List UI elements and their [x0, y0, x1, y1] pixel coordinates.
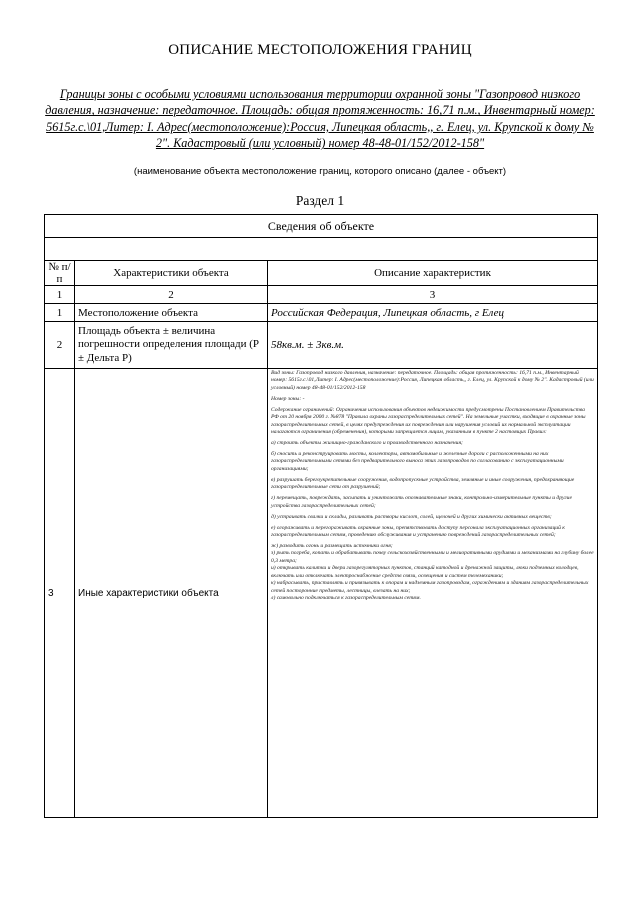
row-number: 3 [45, 369, 75, 818]
column-number-row [45, 286, 598, 304]
table-row [45, 369, 598, 818]
row-description: Российская Федерация, Липецкая область, г Елец [268, 304, 598, 322]
restriction-item: в) разрушать берегоукрепительные сооружения, водопропускные устройства, земляные и иные сооружения, предохраняющие газораспределительные сети от разрушений; [271, 476, 575, 491]
zone-type-text: Вид зоны: Газопровод низкого давления, назначение: передаточное. Площадь: общая протяженность: 16,71 п.м., Инвентарный номер: 5615г.с.\01,Литер: I. Адрес(местоположение):Россия, Липецкая область,, г. Елец, ул. Крупской к дому № 2". Кадастровый (или условный) номер 48-48-01/152/2012-158 [271, 370, 594, 391]
object-info-table [44, 214, 598, 818]
header-description: Описание характеристик [268, 261, 598, 286]
restriction-item: е) огораживать и перегораживать охранные зоны, препятствовать доступу персонала эксплуатационных организаций к газораспределительным сетям, проведению обслуживания и устранению повреждений газораспределительных сетей; [271, 524, 565, 539]
table-row [45, 304, 598, 322]
restriction-item: б) сносить и реконструировать мосты, коллекторы, автомобильные и железные дороги с расположенными на них газораспределительными сетями без предварительного выноса этих газопроводов по согласованию с эксплуатационными организациями; [271, 451, 564, 472]
restriction-item: д) устраивать свалки и склады, разливать растворы кислот, солей, щелочей и других химически активных веществ; [271, 513, 552, 520]
table-title-row [45, 215, 598, 238]
col-number-3: 3 [268, 286, 598, 304]
restriction-item: к) набрасывать, приставлять и привязывать к опорам и надземным газопроводам, ограждениям и зданиям газораспределительных сетей посторонние предметы, лестницы, влезать на них; [271, 580, 589, 594]
row-characteristic: Иные характеристики объекта [75, 369, 268, 818]
table-header-row [45, 261, 598, 286]
restriction-item: з) рыть погреба, копать и обрабатывать почву сельскохозяйственными и мелиоративными орудиями и механизмами на глубину более 0,3 метра; [271, 550, 594, 564]
zone-number-text: Номер зоны: - [271, 395, 305, 402]
col-number-1: 1 [45, 286, 75, 304]
col-number-2: 2 [75, 286, 268, 304]
row-description [268, 369, 598, 818]
object-name-caption: (наименование объекта местоположение границ, которого описано (далее - объект) [133, 166, 507, 177]
restriction-item: г) перемещать, повреждать, засыпать и уничтожать опознавательные знаки, контрольно-измерительные пункты и другие устройства газораспределительных сетей; [271, 495, 572, 509]
table-title: Сведения об объекте [45, 215, 598, 238]
restriction-item: л) самовольно подключаться к газораспределительным сетям. [271, 594, 421, 601]
table-spacer [45, 238, 598, 261]
header-characteristic: Характеристики объекта [75, 261, 268, 286]
header-number: № п/п [45, 261, 75, 286]
restriction-item: ж) разводить огонь и размещать источники огня; [271, 543, 393, 550]
row-description: 58кв.м. ± 3кв.м. [268, 322, 598, 369]
row-number: 2 [45, 322, 75, 369]
row-characteristic: Местоположение объекта [75, 304, 268, 322]
table-row [45, 322, 598, 369]
restrictions-intro-text: Содержание ограничений: Ограничения использования объектов недвижимости предусмотрены Постановлением Правительства РФ от 20 ноября 2000 г. №878 "Правила охраны газораспределительных сетей". На земельные участки, входящие в охранные зоны газораспределительных сетей, в целях предупреждения их повреждения или нарушения условий их нормальной эксплуатации налагаются ограничения (обременения), которыми запрещается лицам, указанным в пункте 2 настоящих Правил: [271, 406, 586, 436]
table-spacer-row [45, 238, 598, 261]
row-number: 1 [45, 304, 75, 322]
object-name: Границы зоны с особыми условиями использования территории охранной зоны "Газопровод низкого давления, назначение: передаточное. Площадь: общая протяженность: 16,71 п.м., Инвентарный номер: 5615г.с.\01,Литер: I. Адрес(местоположение):Россия, Липецкая область,, г. Елец, ул. Крупской к дому № 2". Кадастровый (или условный) номер 48-48-01/152/2012-158" [45, 87, 595, 151]
section-title: Раздел 1 [295, 193, 345, 208]
row-characteristic: Площадь объекта ± величина погрешности определения площади (P ± Дельта P) [75, 322, 268, 369]
page-title: ОПИСАНИЕ МЕСТОПОЛОЖЕНИЯ ГРАНИЦ [168, 42, 472, 58]
restriction-item: а) строить объекты жилищно-гражданского и производственного назначения; [271, 440, 463, 447]
restriction-item: и) открывать калитки и двери газорегуляторных пунктов, станций катодной и дренажной защиты, люки подземных колодцев, включать или отключать электроснабжение средств связи, освещения и систем телемеханики; [271, 565, 579, 579]
